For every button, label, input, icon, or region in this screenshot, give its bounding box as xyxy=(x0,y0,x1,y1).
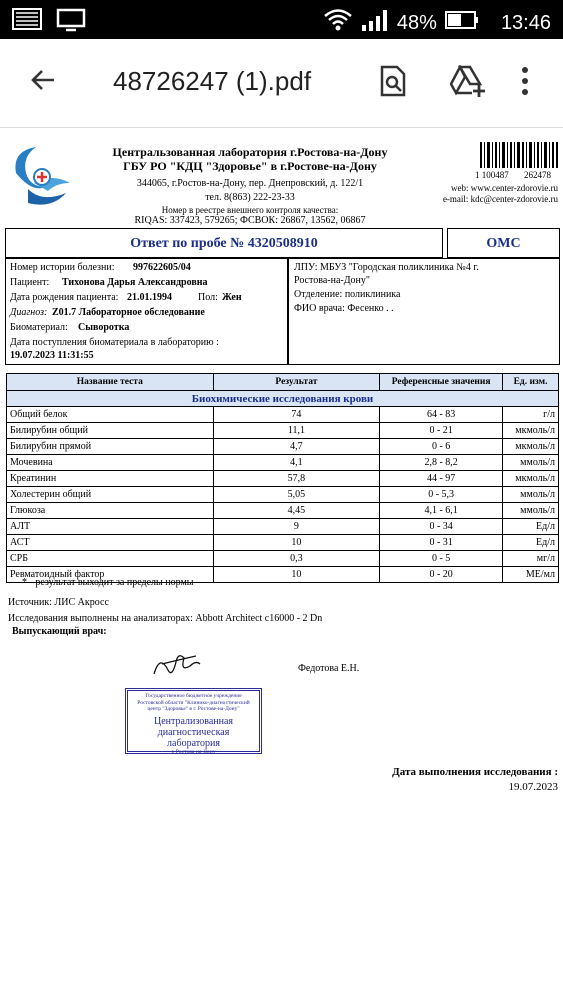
biomaterial-label: Биоматериал: xyxy=(10,322,68,333)
test-result: 4,1 xyxy=(213,455,380,471)
test-result: 11,1 xyxy=(213,423,380,439)
clock: 13:46 xyxy=(500,11,551,34)
barcode-right-number: 262478 xyxy=(524,170,551,180)
test-unit: ммоль/л xyxy=(503,503,559,519)
barcode-left-number: 1 100487 xyxy=(475,170,509,180)
test-unit: г/л xyxy=(503,407,559,423)
barcode xyxy=(480,142,558,173)
test-reference: 0 - 34 xyxy=(380,519,503,535)
pdf-page xyxy=(0,128,563,1000)
footnote: * - результат выходит за пределы нормы xyxy=(22,577,194,588)
table-row xyxy=(7,439,559,455)
section-title: Биохимические исследования крови xyxy=(7,391,559,407)
clinic-logo xyxy=(8,143,74,218)
test-name: Ревматоидный фактор xyxy=(7,567,214,583)
header-line2: ГБУ РО "КДЦ "Здоровье" в г.Ростове-на-Дону xyxy=(123,159,377,173)
col-header-reference: Референсные значения xyxy=(380,374,503,391)
test-unit: ммоль/л xyxy=(503,455,559,471)
answer-number: Ответ по пробе № 4320508910 xyxy=(130,236,318,251)
source-line: Источник: ЛИС Акросс xyxy=(8,597,109,608)
test-name: Холестерин общий xyxy=(7,487,214,503)
diagnosis-value: Z01.7 Лабораторное обследование xyxy=(52,307,205,318)
test-result: 5,05 xyxy=(213,487,380,503)
add-to-drive-icon[interactable] xyxy=(450,65,486,102)
issuing-doctor-label: Выпускающий врач: xyxy=(12,626,107,637)
test-name: Общий белок xyxy=(7,407,214,423)
results-table xyxy=(6,373,559,583)
search-document-icon[interactable] xyxy=(378,65,408,102)
header-phone: тел. 8(863) 222-23-33 xyxy=(205,192,295,203)
patient-label: Пациент: xyxy=(10,277,50,288)
test-unit: Ед/л xyxy=(503,519,559,535)
test-result: 9 xyxy=(213,519,380,535)
app-bar xyxy=(0,39,563,128)
test-name: АЛТ xyxy=(7,519,214,535)
insurance-box xyxy=(447,228,560,258)
gallery-icon xyxy=(12,8,42,37)
department: Отделение: поликлиника xyxy=(294,289,401,300)
more-options-icon[interactable] xyxy=(520,66,530,101)
table-header-row xyxy=(7,374,559,391)
lpu-line2: Ростова-на-Дону" xyxy=(294,275,370,286)
back-arrow-icon[interactable] xyxy=(28,65,58,100)
test-reference: 4,1 - 6,1 xyxy=(380,503,503,519)
table-row xyxy=(7,519,559,535)
test-name: АСТ xyxy=(7,535,214,551)
history-label: Номер истории болезни: xyxy=(10,262,115,273)
stamp-small3: центр "Здоровье" в г. Ростове-на-Дону" xyxy=(147,706,240,712)
battery-percent: 48% xyxy=(396,11,437,34)
stamp-small2: Ростовской области "Клинико-диагностический xyxy=(137,699,250,706)
test-reference: 44 - 97 xyxy=(380,471,503,487)
test-name: Билирубин прямой xyxy=(7,439,214,455)
completion-date-value: 19.07.2023 xyxy=(508,781,558,793)
section-row xyxy=(7,391,559,407)
test-unit: МЕ/мл xyxy=(503,567,559,583)
dob-value: 21.01.1994 xyxy=(127,292,172,303)
diagnosis-label: Диагноз: xyxy=(10,307,48,318)
header-email: e-mail: kdc@center-zdorovie.ru xyxy=(442,194,558,204)
test-name: Билирубин общий xyxy=(7,423,214,439)
test-name: СРБ xyxy=(7,551,214,567)
test-result: 0,3 xyxy=(213,551,380,567)
wifi-icon xyxy=(323,7,353,39)
col-header-result: Результат xyxy=(213,374,380,391)
table-row xyxy=(7,407,559,423)
completion-date-label: Дата выполнения исследования : xyxy=(392,766,558,778)
analyzers-line: Исследования выполнены на анализаторах: Abbott Architect c16000 - 2 Dn xyxy=(8,613,323,624)
referring-doctor: ФИО врача: Фесенко . . xyxy=(294,303,394,314)
stamp-big2: диагностическая xyxy=(157,726,230,738)
test-result: 57,8 xyxy=(213,471,380,487)
patient-name: Тихонова Дарья Александровна xyxy=(62,277,208,288)
test-unit: мкмоль/л xyxy=(503,439,559,455)
table-row xyxy=(7,503,559,519)
doctor-signature xyxy=(150,648,210,685)
table-row xyxy=(7,471,559,487)
battery-icon xyxy=(445,10,479,36)
sex-label: Пол: xyxy=(198,292,218,303)
test-result: 4,45 xyxy=(213,503,380,519)
test-unit: мкмоль/л xyxy=(503,423,559,439)
arrival-label: Дата поступления биоматериала в лабораторию : xyxy=(10,337,219,348)
test-reference: 0 - 31 xyxy=(380,535,503,551)
signal-icon xyxy=(361,9,389,37)
col-header-test: Название теста xyxy=(7,374,214,391)
lab-stamp xyxy=(125,688,262,754)
arrival-value: 19.07.2023 11:31:55 xyxy=(10,350,94,361)
header-reg1: Номер в реестре внешнего контроля качества: xyxy=(161,205,339,215)
test-result: 10 xyxy=(213,567,380,583)
answer-box xyxy=(5,228,443,258)
col-header-unit: Ед. изм. xyxy=(503,374,559,391)
stamp-small1: Государственное бюджетное учреждение xyxy=(145,693,242,699)
test-reference: 0 - 21 xyxy=(380,423,503,439)
sex-value: Жен xyxy=(222,292,242,303)
test-name: Глюкоза xyxy=(7,503,214,519)
table-row xyxy=(7,551,559,567)
test-reference: 0 - 5 xyxy=(380,551,503,567)
header-address: 344065, г.Ростов-на-Дону, пер. Днепровский, д. 122/1 xyxy=(136,178,364,189)
history-value: 997622605/04 xyxy=(133,262,191,273)
test-result: 10 xyxy=(213,535,380,551)
status-bar xyxy=(0,0,563,39)
test-unit: ммоль/л xyxy=(503,487,559,503)
test-reference: 0 - 5,3 xyxy=(380,487,503,503)
test-reference: 0 - 6 xyxy=(380,439,503,455)
insurance-type: ОМС xyxy=(486,236,521,251)
header-web: web: www.center-zdorovie.ru xyxy=(451,183,558,193)
table-row xyxy=(7,535,559,551)
test-reference: 0 - 20 xyxy=(380,567,503,583)
biomaterial-value: Сыворотка xyxy=(78,322,130,333)
table-row xyxy=(7,455,559,471)
document-title: 48726247 (1).pdf xyxy=(113,66,312,96)
cast-icon xyxy=(56,8,86,37)
table-row xyxy=(7,487,559,503)
table-row xyxy=(7,423,559,439)
stamp-big3: лаборатория xyxy=(167,737,220,749)
test-result: 74 xyxy=(213,407,380,423)
test-name: Мочевина xyxy=(7,455,214,471)
test-name: Креатинин xyxy=(7,471,214,487)
test-reference: 64 - 83 xyxy=(380,407,503,423)
header-reg2: RIQAS: 337423, 579265; ФСВОК: 26867, 13562, 06867 xyxy=(134,215,366,226)
stamp-city: г. Ростова-на-Дону xyxy=(171,748,216,755)
test-reference: 2,8 - 8,2 xyxy=(380,455,503,471)
lpu-line1: ЛПУ: МБУЗ "Городская поликлиника №4 г. xyxy=(294,262,479,273)
test-unit: Ед/л xyxy=(503,535,559,551)
doctor-name: Федотова Е.Н. xyxy=(298,663,360,674)
dob-label: Дата рождения пациента: xyxy=(10,292,119,303)
test-unit: мкмоль/л xyxy=(503,471,559,487)
header-line1: Центральзованная лаборатория г.Ростова-на-Дону xyxy=(112,145,388,159)
test-result: 4,7 xyxy=(213,439,380,455)
test-unit: мг/л xyxy=(503,551,559,567)
stamp-big1: Централизованная xyxy=(153,715,234,727)
